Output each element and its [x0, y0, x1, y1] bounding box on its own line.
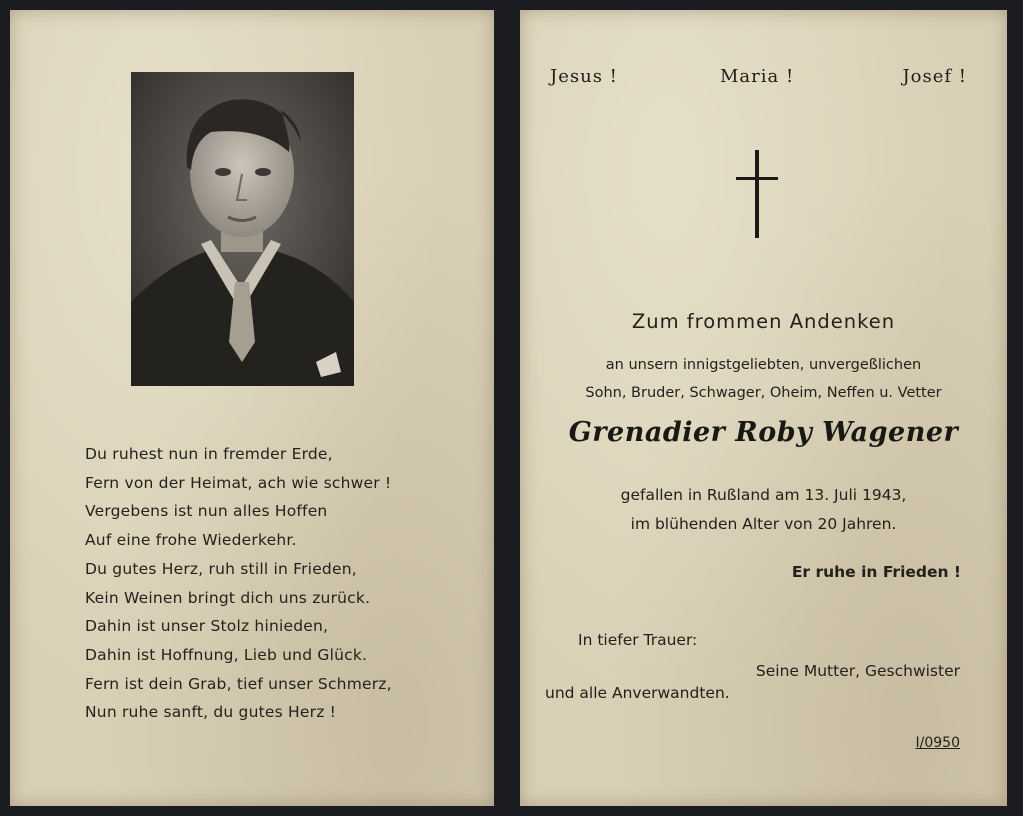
mourners-line-2: und alle Anverwandten. — [545, 684, 730, 702]
invocation-jesus: Jesus ! — [550, 66, 618, 87]
mourning-label: In tiefer Trauer: — [578, 631, 698, 649]
poem-line: Dahin ist Hoffnung, Lieb und Glück. — [85, 645, 368, 664]
dedication-line: an unsern innigstgeliebten, unvergeßlichen — [605, 357, 922, 373]
poem-line: Kein Weinen bringt dich uns zurück. — [85, 588, 371, 607]
fallen-line: im blühenden Alter von 20 Jahren. — [630, 515, 897, 533]
deceased-name: Grenadier Roby Wagener — [568, 417, 959, 448]
fallen-details — [520, 481, 1007, 539]
poem-line: Du gutes Herz, ruh still in Frieden, — [85, 559, 357, 578]
poem-line: Auf eine frohe Wiederkehr. — [85, 531, 297, 550]
poem-line: Vergebens ist nun alles Hoffen — [85, 502, 328, 521]
invocation-maria: Maria ! — [720, 66, 795, 87]
dedication-line: Sohn, Bruder, Schwager, Oheim, Neffen u. Vetter — [585, 385, 942, 401]
mourners-line-1: Seine Mutter, Geschwister — [755, 662, 960, 680]
poem-line: Dahin ist unser Stolz hinieden, — [85, 617, 329, 636]
portrait-photo — [131, 72, 354, 386]
rest-in-peace: Er ruhe in Frieden ! — [791, 563, 961, 581]
memorial-heading: Zum frommen Andenken — [631, 310, 896, 333]
portrait-illustration — [131, 72, 354, 386]
poem-line: Fern von der Heimat, ach wie schwer ! — [85, 473, 392, 492]
poem — [85, 440, 475, 727]
fallen-line: gefallen in Rußland am 13. Juli 1943, — [620, 486, 907, 504]
invocation-josef: Josef ! — [902, 66, 967, 87]
right-card-page — [520, 10, 1007, 806]
dedication — [520, 351, 1007, 407]
poem-line: Fern ist dein Grab, tief unser Schmerz, — [85, 674, 392, 693]
poem-line: Du ruhest nun in fremder Erde, — [85, 445, 333, 463]
poem-line: Nun ruhe sanft, du gutes Herz ! — [85, 703, 337, 722]
left-card-page — [10, 10, 494, 806]
card-code: I/0950 — [915, 735, 960, 751]
